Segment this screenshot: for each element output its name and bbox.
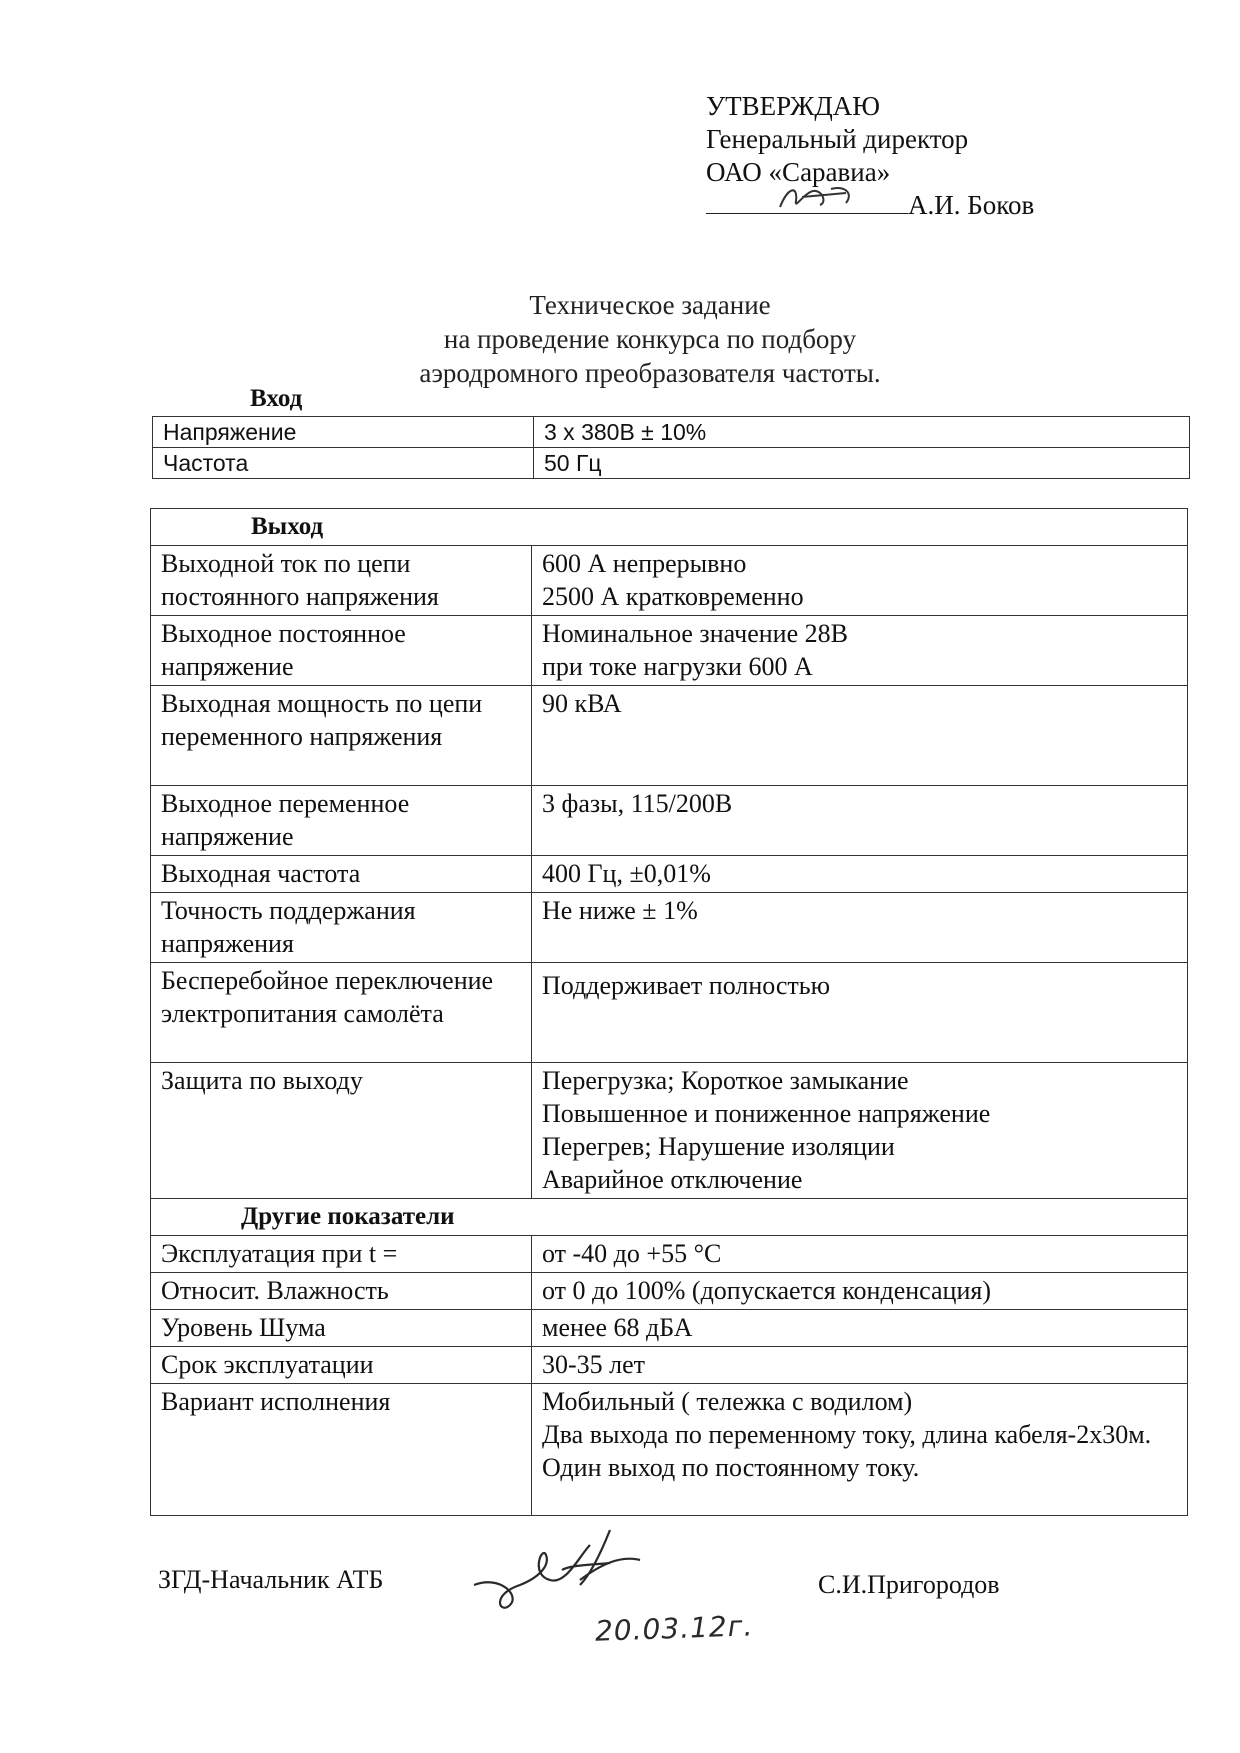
title-line-3: аэродромного преобразователя частоты. [419, 358, 881, 388]
approval-company: ОАО «Саравиа» [706, 157, 891, 187]
table-row [151, 1347, 1188, 1384]
director-signature-line [706, 191, 908, 214]
output-param: Точность поддержания напряжения [151, 893, 532, 963]
table-row [151, 1063, 1188, 1199]
output-param: Выходная мощность по цепи переменного напряжения [151, 686, 532, 786]
output-value: Перегрузка; Короткое замыкание Повышенное и пониженное напряжение Перегрев; Нарушение изоляции Аварийное отключение [532, 1063, 1188, 1199]
table-row [151, 856, 1188, 893]
output-param: Выходное переменное напряжение [151, 786, 532, 856]
input-value: 50 Гц [534, 448, 1190, 479]
approval-block [706, 90, 1034, 222]
input-value: 3 х 380В ± 10% [534, 417, 1190, 448]
other-section-label: Другие показатели [151, 1199, 1188, 1236]
approval-heading: УТВЕРЖДАЮ [706, 91, 881, 121]
table-row [151, 686, 1188, 786]
table-row [151, 546, 1188, 616]
output-value: 400 Гц, ±0,01% [532, 856, 1188, 893]
other-value: Мобильный ( тележка с водилом) Два выхода по переменному току, длина кабеля-2х30м. Один выход по постоянному току. [532, 1384, 1188, 1516]
output-param: Защита по выходу [151, 1063, 532, 1199]
output-table [150, 508, 1188, 1516]
footer-name: С.И.Пригородов [818, 1570, 1000, 1599]
output-param: Выходное постоянное напряжение [151, 616, 532, 686]
table-row [151, 616, 1188, 686]
table-row [151, 893, 1188, 963]
output-value: 600 А непрерывно 2500 А кратковременно [532, 546, 1188, 616]
handwritten-date: 20.03.12г. [594, 1609, 754, 1648]
output-value: 90 кВА [532, 686, 1188, 786]
other-param: Вариант исполнения [151, 1384, 532, 1516]
input-param: Частота [153, 448, 534, 479]
table-row [151, 1384, 1188, 1516]
section-header-row [151, 509, 1188, 546]
other-param: Уровень Шума [151, 1310, 532, 1347]
input-section-label: Вход [250, 385, 303, 412]
output-value: Поддерживает полностью [532, 963, 1188, 1063]
output-value: 3 фазы, 115/200В [532, 786, 1188, 856]
table-row [153, 448, 1190, 479]
output-param: Выходная частота [151, 856, 532, 893]
footer-role: ЗГД-Начальник АТБ [158, 1565, 384, 1594]
input-param: Напряжение [153, 417, 534, 448]
document-title [380, 288, 920, 390]
table-row [151, 1310, 1188, 1347]
output-param: Выходной ток по цепи постоянного напряжения [151, 546, 532, 616]
other-param: Эксплуатация при t = [151, 1236, 532, 1273]
other-value: менее 68 дБА [532, 1310, 1188, 1347]
other-value: от -40 до +55 °С [532, 1236, 1188, 1273]
output-value: Номинальное значение 28В при токе нагрузки 600 А [532, 616, 1188, 686]
title-line-2: на проведение конкурса по подбору [443, 324, 857, 354]
other-value: от 0 до 100% (допускается конденсация) [532, 1273, 1188, 1310]
title-line-1: Техническое задание [529, 290, 771, 320]
director-signature [776, 177, 866, 217]
table-row [151, 963, 1188, 1063]
input-table [152, 416, 1190, 479]
table-row [151, 1236, 1188, 1273]
output-value: Не ниже ± 1% [532, 893, 1188, 963]
other-param: Срок эксплуатации [151, 1347, 532, 1384]
output-param: Бесперебойное переключение электропитания самолёта [151, 963, 532, 1063]
other-param: Относит. Влажность [151, 1273, 532, 1310]
approval-position: Генеральный директор [706, 124, 969, 154]
table-row [151, 786, 1188, 856]
other-value: 30-35 лет [532, 1347, 1188, 1384]
table-row [153, 417, 1190, 448]
table-row [151, 1273, 1188, 1310]
section-header-row [151, 1199, 1188, 1236]
output-section-label: Выход [151, 509, 1188, 546]
chief-signature [470, 1525, 690, 1625]
approval-signer: А.И. Боков [908, 190, 1035, 220]
